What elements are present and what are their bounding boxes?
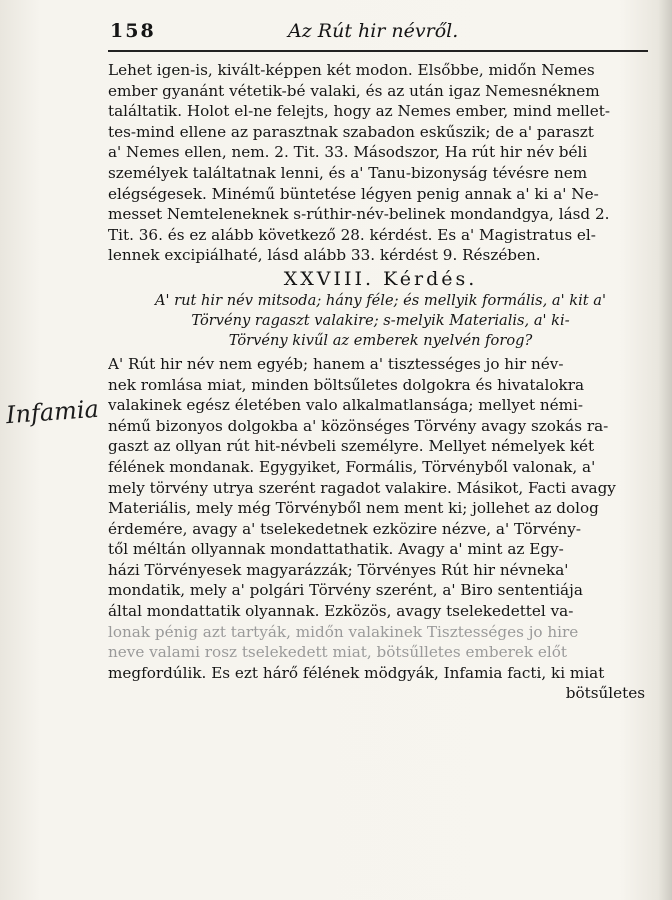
question-line: Törvény ragaszt valakire; s-melyik Materialis, a' ki- bbox=[191, 311, 570, 329]
section-heading: XXVIII. Kérdés. bbox=[283, 267, 478, 290]
page-edge-shadow bbox=[658, 0, 672, 900]
question-block bbox=[108, 291, 653, 351]
text-line: a' Nemes ellen, nem. 2. Tit. 33. Másodszor, Ha rút hir név béli bbox=[108, 143, 588, 162]
text-line: némű bizonyos dolgokba a' közönséges Törvény avagy szokás ra- bbox=[108, 416, 609, 435]
question-line: A' rut hir név mitsoda; hány féle; és mellyik formális, a' kit a' bbox=[154, 291, 607, 309]
paragraph-1 bbox=[108, 60, 653, 266]
page-header bbox=[110, 20, 630, 46]
body-text bbox=[108, 60, 653, 704]
text-line: valakinek egész életében valo alkalmatlansága; mellyet némi- bbox=[108, 396, 584, 415]
text-line: neve valami rosz tselekedett miat, bötsűlletes emberek előt bbox=[108, 643, 567, 662]
text-line: tes-mind ellene az parasztnak szabadon eskűszik; de a' paraszt bbox=[108, 122, 594, 141]
question-line: Törvény kivűl az emberek nyelvén forog? bbox=[228, 331, 533, 349]
catchword: bötsűletes bbox=[565, 684, 645, 703]
text-line: Tit. 36. és ez alább következő 28. kérdést. Es a' Magistratus el- bbox=[108, 225, 596, 244]
text-line: lonak pénig azt tartyák, midőn valakinek Tisztességes jo hire bbox=[108, 622, 579, 641]
text-line: házi Törvényesek magyarázzák; Törvényes Rút hir névneka' bbox=[108, 560, 569, 579]
text-line: Materiális, mely még Törvényből nem ment ki; jollehet az dolog bbox=[108, 499, 599, 518]
text-line: Lehet igen-is, kivált-képpen két modon. Elsőbbe, midőn Nemes bbox=[108, 61, 595, 79]
text-line: től méltán ollyannak mondattathatik. Avagy a' mint az Egy- bbox=[108, 540, 564, 559]
text-line: mondatik, mely a' polgári Törvény szerént, a' Biro sententiája bbox=[108, 581, 583, 600]
text-line: nek romlása miat, minden böltsűletes dolgokra és hivatalokra bbox=[108, 375, 585, 394]
text-line: félének mondanak. Egygyiket, Formális, Törvényből valonak, a' bbox=[108, 457, 596, 476]
text-line: megfordúlik. Es ezt hárő félének mödgyák, Infamia facti, ki miat bbox=[108, 663, 605, 682]
text-line: elégségesek. Minémű büntetése légyen penig annak a' ki a' Ne- bbox=[108, 184, 599, 203]
text-line: mely törvény utrya szerént ragadot valakire. Másikot, Facti avagy bbox=[108, 478, 616, 497]
margin-note-handwritten: Infamia bbox=[5, 394, 100, 430]
text-line: által mondattatik olyannak. Ezközös, avagy tselekedettel va- bbox=[108, 602, 574, 621]
text-line: lennek excipiálhaté, lásd alább 33. kérdést 9. Részében. bbox=[108, 246, 541, 265]
text-line: messet Nemteleneknek s-rúthir-név-belinek mondandgya, lásd 2. bbox=[108, 205, 610, 224]
text-line: A' Rút hir név nem egyéb; hanem a' tisztességes jo hir név- bbox=[108, 354, 564, 373]
page-number: 158 bbox=[110, 20, 156, 42]
text-line: gaszt az ollyan rút hit-névbeli személyre. Mellyet némelyek két bbox=[108, 437, 595, 456]
text-line: személyek találtatnak lenni, és a' Tanu-bizonyság tévésre nem bbox=[108, 163, 588, 182]
paragraph-2 bbox=[108, 354, 653, 704]
running-title: Az Rút hir névről. bbox=[288, 20, 459, 42]
text-line: ember gyanánt vétetik-bé valaki, és az után igaz Nemesnéknem bbox=[108, 81, 600, 100]
header-rule bbox=[108, 50, 648, 52]
text-line: találtatik. Holot el-ne felejts, hogy az Nemes ember, mind mellet- bbox=[108, 102, 611, 121]
text-line: érdemére, avagy a' tselekedetnek ezközire nézve, a' Törvény- bbox=[108, 519, 581, 538]
